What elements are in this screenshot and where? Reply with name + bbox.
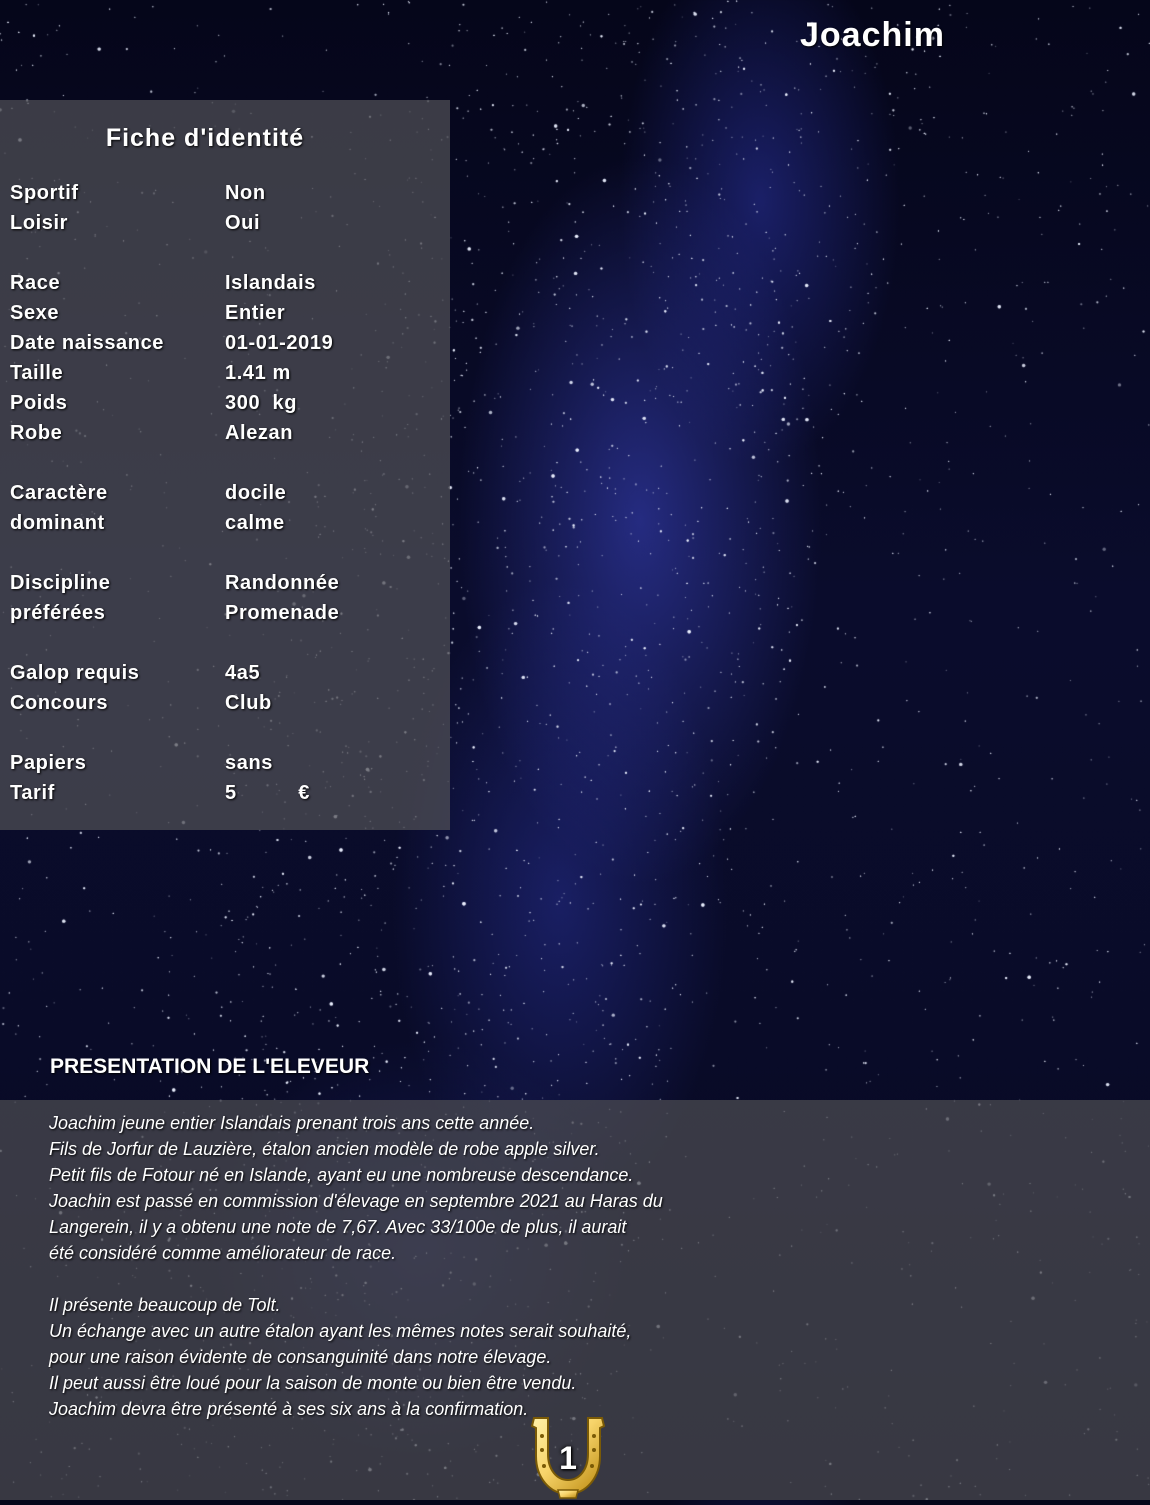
identity-label: Sexe (10, 302, 60, 324)
presentation-line: Fils de Jorfur de Lauzière, étalon ancien modèle de robe apple silver. (49, 1139, 600, 1159)
identity-row (10, 358, 440, 388)
identity-label: Caractère (10, 482, 108, 504)
identity-row (10, 688, 440, 718)
badge-number: 1 (559, 1440, 577, 1476)
identity-rows (10, 178, 440, 808)
identity-value: Entier (225, 302, 286, 324)
presentation-line: Joachim devra être présenté à ses six ans à la confirmation. (49, 1399, 529, 1419)
identity-value: Alezan (225, 422, 294, 444)
identity-value: Club (225, 692, 272, 714)
horseshoe-badge (520, 1414, 616, 1500)
identity-value: 01-01-2019 (225, 332, 334, 354)
identity-label: Papiers (10, 752, 87, 774)
row-spacer (10, 538, 440, 568)
identity-label: Race (10, 272, 61, 294)
identity-value: 5 € (225, 782, 311, 804)
identity-value: Oui (225, 212, 261, 234)
identity-row (10, 418, 440, 448)
identity-value: Randonnée (225, 572, 340, 594)
identity-card (0, 100, 450, 830)
identity-row (10, 298, 440, 328)
identity-label: Concours (10, 692, 109, 714)
identity-label: Robe (10, 422, 63, 444)
horse-name-title: Joachim (800, 16, 945, 54)
identity-label: Tarif (10, 782, 55, 804)
row-spacer (10, 628, 440, 658)
identity-value: calme (225, 512, 285, 534)
presentation-line: Joachin est passé en commission d'élevage en septembre 2021 au Haras du (49, 1191, 663, 1211)
identity-label: Galop requis (10, 662, 140, 684)
identity-label: Date naissance (10, 332, 165, 354)
identity-value: Promenade (225, 602, 340, 624)
identity-value: 4a5 (225, 662, 261, 684)
identity-row (10, 328, 440, 358)
identity-row (10, 598, 440, 628)
identity-label: dominant (10, 512, 105, 534)
identity-value: docile (225, 482, 287, 504)
identity-row (10, 478, 440, 508)
presentation-line: Joachim jeune entier Islandais prenant trois ans cette année. (49, 1113, 535, 1133)
identity-value: sans (225, 752, 273, 774)
row-spacer (10, 448, 440, 478)
presentation-line: Petit fils de Fotour né en Islande, ayant eu une nombreuse descendance. (49, 1165, 634, 1185)
row-spacer (10, 718, 440, 748)
identity-value: 300 kg (225, 392, 298, 414)
identity-row (10, 388, 440, 418)
identity-label: Discipline (10, 572, 111, 594)
identity-row (10, 178, 440, 208)
identity-row (10, 208, 440, 238)
paragraph-spacer (49, 1266, 769, 1292)
presentation-text (49, 1110, 769, 1422)
identity-value: Islandais (225, 272, 316, 294)
identity-card-title: Fiche d'identité (105, 124, 305, 152)
identity-label: Poids (10, 392, 68, 414)
identity-row (10, 778, 440, 808)
identity-value: Non (225, 182, 266, 204)
identity-row (10, 568, 440, 598)
identity-label: Sportif (10, 182, 79, 204)
presentation-line: Il présente beaucoup de Tolt. (49, 1295, 281, 1315)
identity-row (10, 658, 440, 688)
identity-value: 1.41 m (225, 362, 291, 384)
presentation-line: Il peut aussi être loué pour la saison de monte ou bien être vendu. (49, 1373, 577, 1393)
presentation-line: Langerein, il y a obtenu une note de 7,67. Avec 33/100e de plus, il aurait (49, 1217, 627, 1237)
presentation-heading: PRESENTATION DE L'ELEVEUR (50, 1055, 370, 1078)
identity-row (10, 748, 440, 778)
presentation-line: été considéré comme améliorateur de race. (49, 1243, 397, 1263)
presentation-line: pour une raison évidente de consanguinité dans notre élevage. (49, 1347, 552, 1367)
identity-label: Loisir (10, 212, 69, 234)
presentation-line: Un échange avec un autre étalon ayant les mêmes notes serait souhaité, (49, 1321, 632, 1341)
identity-row (10, 508, 440, 538)
identity-label: Taille (10, 362, 64, 384)
identity-label: préférées (10, 602, 106, 624)
identity-row (10, 268, 440, 298)
row-spacer (10, 238, 440, 268)
